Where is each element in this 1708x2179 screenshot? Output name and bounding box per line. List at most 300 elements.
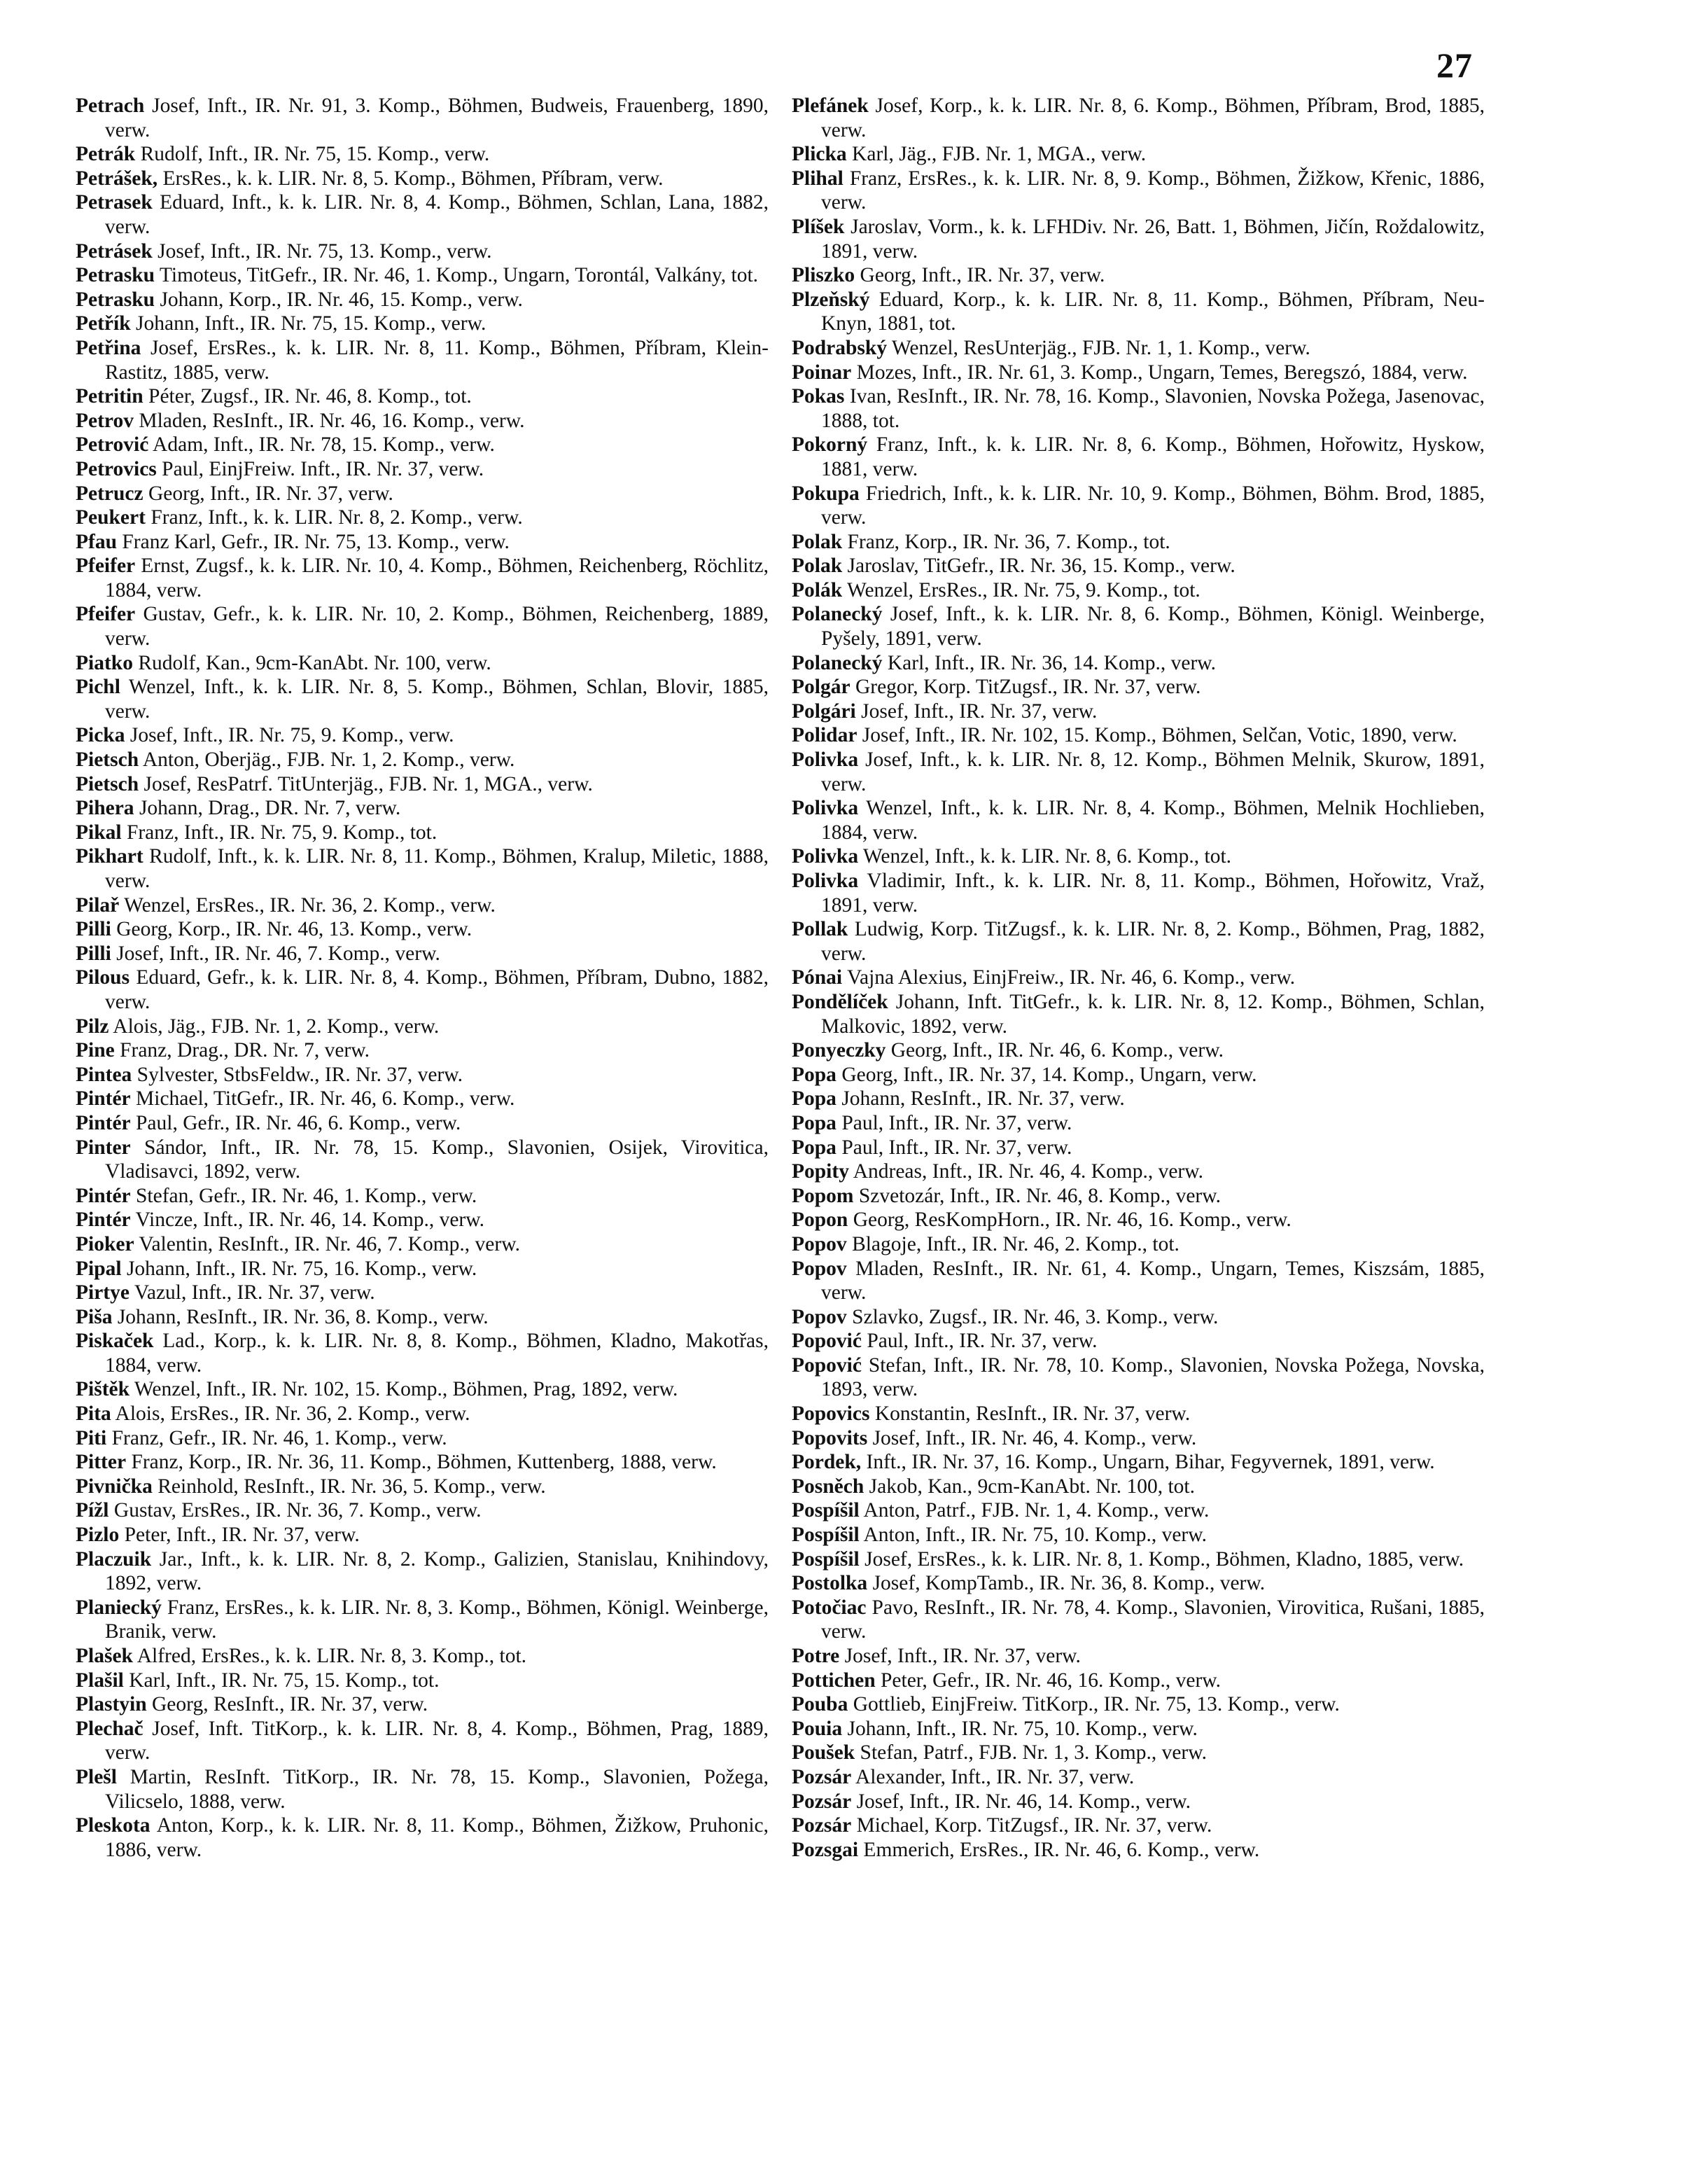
entry-details: Karl, Inft., IR. Nr. 36, 14. Komp., verw.: [887, 651, 1217, 674]
entry-surname: Petrovics: [76, 457, 157, 480]
list-entry: [792, 1160, 1485, 1184]
list-entry: [792, 167, 1485, 215]
entry-surname: Pónai: [792, 966, 843, 989]
list-entry: [792, 530, 1485, 555]
entry-details: Anton, Korp., k. k. LIR. Nr. 8, 11. Komp., Böhmen, Žižkow, Pruhonic, 1886, verw.: [105, 1814, 769, 1861]
entry-surname: Pitter: [76, 1451, 127, 1474]
entry-surname: Petrov: [76, 409, 134, 432]
entry-details: Georg, Inft., IR. Nr. 46, 6. Komp., verw.: [890, 1039, 1224, 1062]
entry-surname: Podrabský: [792, 336, 888, 359]
entry-surname: Pouba: [792, 1693, 848, 1716]
list-entry: [76, 384, 769, 409]
list-entry: [76, 482, 769, 506]
list-entry: [792, 966, 1485, 990]
entry-details: Paul, Inft., IR. Nr. 37, verw.: [867, 1330, 1098, 1353]
list-entry: [76, 312, 769, 336]
entry-surname: Popov: [792, 1257, 847, 1280]
list-entry: [792, 869, 1485, 917]
entry-details: Franz, ErsRes., k. k. LIR. Nr. 8, 3. Komp., Böhmen, Königl. Weinberge, Branik, verw.: [105, 1596, 769, 1643]
entry-surname: Pozsár: [792, 1765, 852, 1788]
list-entry: [792, 1353, 1485, 1402]
entry-surname: Popovics: [792, 1402, 870, 1426]
list-entry: [792, 433, 1485, 481]
list-entry: [792, 1717, 1485, 1741]
entry-surname: Pilz: [76, 1015, 109, 1038]
entry-surname: Polanecký: [792, 603, 883, 626]
entry-surname: Posněch: [792, 1475, 864, 1498]
entry-details: Adam, Inft., IR. Nr. 78, 15. Komp., verw.: [153, 433, 495, 457]
entry-details: Jaroslav, TitGefr., IR. Nr. 36, 15. Komp., verw.: [847, 555, 1236, 578]
entry-details: Anton, Patrf., FJB. Nr. 1, 4. Komp., verw.: [863, 1499, 1210, 1522]
entry-surname: Pilař: [76, 893, 120, 917]
entry-details: Josef, Inft., IR. Nr. 46, 7. Komp., verw.: [116, 942, 440, 965]
right-column: [792, 94, 1485, 1862]
entry-surname: Plicka: [792, 143, 847, 166]
entry-surname: Pintér: [76, 1111, 131, 1134]
entry-details: Reinhold, ResInft., IR. Nr. 36, 5. Komp., verw.: [158, 1475, 546, 1498]
list-entry: [792, 1184, 1485, 1209]
entry-details: Paul, Inft., IR. Nr. 37, verw.: [841, 1111, 1072, 1134]
entry-details: Ernst, Zugsf., k. k. LIR. Nr. 10, 4. Komp., Böhmen, Reichenberg, Röchlitz, 1884, verw.: [105, 555, 769, 601]
entry-details: Mladen, ResInft., IR. Nr. 46, 16. Komp., verw.: [139, 409, 525, 432]
list-entry: [76, 409, 769, 433]
entry-surname: Popovits: [792, 1426, 868, 1449]
entry-surname: Pollak: [792, 918, 848, 941]
list-entry: [76, 433, 769, 457]
entry-surname: Pietsch: [76, 749, 139, 772]
list-entry: [792, 1547, 1485, 1572]
entry-details: Josef, Inft. TitKorp., k. k. LIR. Nr. 8, 4. Komp., Böhmen, Prag, 1889, verw.: [105, 1717, 769, 1764]
list-entry: [792, 1111, 1485, 1136]
entry-details: Stefan, Gefr., IR. Nr. 46, 1. Komp., verw.: [136, 1184, 477, 1207]
entry-details: Paul, EinjFreiw. Inft., IR. Nr. 37, verw.: [162, 457, 484, 480]
entry-details: Rudolf, Kan., 9cm-KanAbt. Nr. 100, verw.: [138, 651, 491, 674]
entry-surname: Pipal: [76, 1257, 122, 1280]
entry-surname: Pilli: [76, 942, 111, 965]
entry-details: Johann, Korp., IR. Nr. 46, 15. Komp., verw.: [160, 288, 523, 311]
entry-details: Josef, KompTamb., IR. Nr. 36, 8. Komp., verw.: [872, 1572, 1266, 1595]
entry-surname: Poušek: [792, 1741, 855, 1764]
entry-surname: Popa: [792, 1111, 836, 1134]
entry-details: Josef, Inft., IR. Nr. 75, 9. Komp., verw.: [130, 724, 454, 747]
entry-surname: Plastyin: [76, 1693, 147, 1716]
entry-details: Gustav, Gefr., k. k. LIR. Nr. 10, 2. Komp., Böhmen, Reichenberg, 1889, verw.: [105, 603, 769, 650]
list-entry: [792, 1523, 1485, 1547]
entry-surname: Pokorný: [792, 433, 868, 457]
list-entry: [792, 1063, 1485, 1087]
entry-surname: Pospíšil: [792, 1547, 860, 1571]
list-entry: [792, 554, 1485, 578]
list-entry: [76, 142, 769, 167]
list-entry: [76, 190, 769, 239]
entry-details: Georg, Korp., IR. Nr. 46, 13. Komp., verw.: [116, 918, 472, 941]
list-entry: [76, 821, 769, 845]
entry-surname: Popović: [792, 1330, 862, 1353]
entry-details: Peter, Gefr., IR. Nr. 46, 16. Komp., verw.: [881, 1669, 1222, 1692]
list-entry: [76, 94, 769, 142]
list-entry: [76, 796, 769, 821]
entry-surname: Piša: [76, 1305, 113, 1328]
list-entry: [792, 1838, 1485, 1863]
entry-details: Gottlieb, EinjFreiw. TitKorp., IR. Nr. 75, 13. Komp., verw.: [853, 1693, 1340, 1716]
entry-details: Valentin, ResInft., IR. Nr. 46, 7. Komp., verw.: [139, 1232, 520, 1255]
entry-surname: Petřík: [76, 312, 131, 335]
entry-details: Rudolf, Inft., k. k. LIR. Nr. 8, 11. Komp., Böhmen, Kralup, Miletic, 1888, verw.: [105, 845, 769, 892]
entry-surname: Pfeifer: [76, 555, 136, 578]
entry-surname: Pížl: [76, 1499, 109, 1522]
entry-surname: Plašek: [76, 1645, 133, 1667]
entry-details: Josef, Inft., IR. Nr. 46, 14. Komp., verw.: [856, 1790, 1191, 1813]
entry-details: Michael, TitGefr., IR. Nr. 46, 6. Komp., verw.: [136, 1087, 515, 1111]
entry-details: Gregor, Korp. TitZugsf., IR. Nr. 37, verw.: [855, 676, 1201, 699]
entry-surname: Pioker: [76, 1232, 134, 1255]
list-entry: [76, 167, 769, 191]
entry-surname: Pouia: [792, 1717, 843, 1740]
list-entry: [792, 142, 1485, 167]
list-entry: [76, 1257, 769, 1281]
entry-details: Georg, ResInft., IR. Nr. 37, verw.: [152, 1693, 428, 1716]
list-entry: [76, 893, 769, 918]
entry-surname: Pfeifer: [76, 603, 136, 626]
list-entry: [792, 384, 1485, 433]
list-entry: [76, 1426, 769, 1451]
entry-details: Karl, Jäg., FJB. Nr. 1, MGA., verw.: [852, 143, 1147, 166]
entry-details: Rudolf, Inft., IR. Nr. 75, 15. Komp., verw.: [140, 143, 490, 166]
list-entry: [76, 1305, 769, 1330]
entry-details: Ivan, ResInft., IR. Nr. 78, 16. Komp., Slavonien, Novska Požega, Jasenovac, 1888, tot.: [821, 385, 1485, 432]
entry-surname: Polivka: [792, 749, 859, 772]
list-entry: [792, 361, 1485, 385]
list-entry: [76, 675, 769, 723]
list-entry: [76, 1232, 769, 1257]
entry-details: Alois, Jäg., FJB. Nr. 1, 2. Komp., verw.: [113, 1015, 440, 1038]
entry-details: Franz, Inft., k. k. LIR. Nr. 8, 6. Komp., Böhmen, Hořowitz, Hyskow, 1881, verw.: [821, 433, 1485, 480]
entry-details: Timoteus, TitGefr., IR. Nr. 46, 1. Komp., Ungarn, Torontál, Valkány, tot.: [159, 264, 759, 287]
entry-details: Josef, Inft., IR. Nr. 37, verw.: [844, 1645, 1081, 1667]
list-entry: [76, 844, 769, 893]
entry-details: Josef, Inft., k. k. LIR. Nr. 8, 6. Komp., Böhmen, Königl. Weinberge, Pyšely, 1891, verw.: [821, 603, 1485, 650]
entry-surname: Pietsch: [76, 772, 139, 795]
entry-details: Vajna Alexius, EinjFreiw., IR. Nr. 46, 6. Komp., verw.: [846, 966, 1296, 989]
list-entry: [76, 1450, 769, 1475]
entry-surname: Popov: [792, 1305, 847, 1328]
entry-details: Stefan, Inft., IR. Nr. 78, 10. Komp., Slavonien, Novska Požega, Novska, 1893, verw.: [821, 1353, 1485, 1401]
list-entry: [792, 1038, 1485, 1063]
list-entry: [792, 675, 1485, 699]
list-entry: [792, 263, 1485, 288]
list-entry: [76, 1329, 769, 1377]
entry-surname: Polgári: [792, 699, 856, 723]
entry-surname: Popom: [792, 1184, 854, 1207]
entry-surname: Pospíšil: [792, 1524, 860, 1547]
list-entry: [792, 1765, 1485, 1790]
entry-details: Georg, ResKompHorn., IR. Nr. 46, 16. Komp., verw.: [853, 1209, 1292, 1232]
entry-details: Josef, ErsRes., k. k. LIR. Nr. 8, 11. Komp., Böhmen, Příbram, Klein-Rastitz, 1885, verw.: [105, 336, 769, 384]
entry-details: Ludwig, Korp. TitZugsf., k. k. LIR. Nr. 8, 2. Komp., Böhmen, Prag, 1882, verw.: [821, 918, 1485, 965]
entry-details: Vincze, Inft., IR. Nr. 46, 14. Komp., verw.: [135, 1209, 485, 1232]
entry-surname: Petřina: [76, 336, 141, 359]
list-entry: [792, 1136, 1485, 1160]
entry-surname: Polak: [792, 555, 843, 578]
entry-details: Johann, Inft., IR. Nr. 75, 10. Komp., verw.: [847, 1717, 1198, 1740]
list-entry: [792, 699, 1485, 724]
entry-details: Franz, Inft., IR. Nr. 75, 9. Komp., tot.: [126, 821, 438, 844]
entry-surname: Petritin: [76, 385, 144, 408]
entry-surname: Piskaček: [76, 1330, 154, 1353]
entry-surname: Postolka: [792, 1572, 868, 1595]
entry-surname: Potočiac: [792, 1596, 867, 1619]
entry-surname: Pištěk: [76, 1378, 130, 1401]
entry-details: Jakob, Kan., 9cm-KanAbt. Nr. 100, tot.: [869, 1475, 1195, 1498]
list-entry: [76, 1498, 769, 1523]
entry-surname: Pita: [76, 1402, 111, 1426]
list-entry: [76, 1208, 769, 1232]
entry-surname: Ponyeczky: [792, 1039, 886, 1062]
list-entry: [792, 1257, 1485, 1305]
list-entry: [792, 917, 1485, 966]
entry-details: Johann, ResInft., IR. Nr. 37, verw.: [841, 1087, 1125, 1111]
list-entry: [792, 990, 1485, 1038]
list-entry: [76, 1087, 769, 1111]
entry-details: Josef, Inft., k. k. LIR. Nr. 8, 12. Komp., Böhmen Melnik, Skurow, 1891, verw.: [821, 749, 1485, 795]
list-entry: [76, 1281, 769, 1305]
entry-surname: Petrasek: [76, 191, 153, 214]
entry-details: Georg, Inft., IR. Nr. 37, verw.: [148, 482, 393, 505]
entry-surname: Pokupa: [792, 482, 860, 505]
entry-surname: Pottichen: [792, 1669, 876, 1692]
entry-surname: Planiecký: [76, 1596, 162, 1619]
entry-surname: Placzuik: [76, 1547, 152, 1571]
list-entry: [76, 748, 769, 772]
list-entry: [792, 844, 1485, 869]
list-entry: [76, 1475, 769, 1499]
entry-details: Pavo, ResInft., IR. Nr. 78, 4. Komp., Slavonien, Virovitica, Rušani, 1885, verw.: [821, 1596, 1485, 1643]
entry-surname: Petrović: [76, 433, 149, 457]
entry-details: Wenzel, Inft., k. k. LIR. Nr. 8, 5. Komp., Böhmen, Schlan, Blovir, 1885, verw.: [105, 676, 769, 723]
list-entry: [76, 917, 769, 942]
entry-details: Franz, Korp., IR. Nr. 36, 7. Komp., tot.: [847, 530, 1170, 553]
entry-details: Alexander, Inft., IR. Nr. 37, verw.: [855, 1765, 1135, 1788]
entry-surname: Pozsár: [792, 1790, 852, 1813]
entry-details: Wenzel, Inft., IR. Nr. 102, 15. Komp., Böhmen, Prag, 1892, verw.: [134, 1378, 678, 1401]
entry-details: Johann, ResInft., IR. Nr. 36, 8. Komp., verw.: [117, 1305, 489, 1328]
entry-surname: Popa: [792, 1136, 836, 1159]
list-entry: [76, 530, 769, 555]
entry-details: Martin, ResInft. TitKorp., IR. Nr. 78, 15. Komp., Slavonien, Požega, Vilicselo, 1888, verw.: [105, 1765, 769, 1813]
list-entry: [76, 1377, 769, 1402]
entry-details: Eduard, Korp., k. k. LIR. Nr. 8, 11. Komp., Böhmen, Příbram, Neu-Knyn, 1881, tot.: [821, 288, 1485, 335]
list-entry: [76, 1644, 769, 1669]
entry-details: Mladen, ResInft., IR. Nr. 61, 4. Komp., Ungarn, Temes, Kiszsám, 1885, verw.: [821, 1257, 1485, 1304]
entry-surname: Popa: [792, 1087, 836, 1111]
list-entry: [792, 1426, 1485, 1451]
list-entry: [792, 1232, 1485, 1257]
entry-surname: Popity: [792, 1160, 849, 1183]
entry-surname: Petrášek,: [76, 167, 158, 190]
list-entry: [76, 1038, 769, 1063]
entry-details: Alfred, ErsRes., k. k. LIR. Nr. 8, 3. Komp., tot.: [136, 1645, 527, 1667]
entry-details: Johann, Drag., DR. Nr. 7, verw.: [139, 797, 401, 820]
entry-details: Franz, Korp., IR. Nr. 36, 11. Komp., Böhmen, Kuttenberg, 1888, verw.: [131, 1451, 717, 1474]
list-entry: [76, 288, 769, 312]
entry-surname: Pondělíček: [792, 990, 888, 1013]
entry-surname: Pinter: [76, 1136, 131, 1159]
entry-surname: Pozsár: [792, 1814, 852, 1837]
entry-surname: Petrach: [76, 95, 145, 117]
entry-details: Vladimir, Inft., k. k. LIR. Nr. 8, 11. Komp., Böhmen, Hořowitz, Vraž, 1891, verw.: [821, 870, 1485, 917]
list-entry: [792, 1450, 1485, 1475]
list-entry: [792, 1644, 1485, 1669]
entry-details: Andreas, Inft., IR. Nr. 46, 4. Komp., verw.: [853, 1160, 1204, 1183]
entry-surname: Pivnička: [76, 1475, 153, 1498]
list-entry: [792, 1329, 1485, 1353]
entry-details: Peter, Inft., IR. Nr. 37, verw.: [124, 1524, 360, 1547]
entry-surname: Plzeňský: [792, 288, 870, 311]
entry-details: Franz, ErsRes., k. k. LIR. Nr. 8, 9. Komp., Böhmen, Žižkow, Křenic, 1886, verw.: [821, 167, 1485, 214]
entry-surname: Piti: [76, 1426, 107, 1449]
entry-details: Eduard, Gefr., k. k. LIR. Nr. 8, 4. Komp., Böhmen, Příbram, Dubno, 1882, verw.: [105, 966, 769, 1013]
list-entry: [792, 1741, 1485, 1765]
list-entry: [76, 506, 769, 530]
list-entry: [76, 1765, 769, 1813]
entry-details: Paul, Inft., IR. Nr. 37, verw.: [841, 1136, 1072, 1159]
entry-details: Emmerich, ErsRes., IR. Nr. 46, 6. Komp., verw.: [863, 1838, 1260, 1861]
entry-details: Wenzel, ErsRes., IR. Nr. 75, 9. Komp., tot.: [846, 578, 1200, 601]
list-entry: [76, 1015, 769, 1039]
list-entry: [792, 602, 1485, 650]
list-entry: [792, 723, 1485, 748]
entry-details: Anton, Inft., IR. Nr. 75, 10. Komp., verw.: [863, 1524, 1208, 1547]
list-entry: [76, 1669, 769, 1693]
entry-surname: Plechač: [76, 1717, 144, 1740]
entry-details: Johann, Inft., IR. Nr. 75, 15. Komp., verw.: [136, 312, 486, 335]
entry-surname: Polivka: [792, 845, 859, 868]
entry-details: Szvetozár, Inft., IR. Nr. 46, 8. Komp., verw.: [858, 1184, 1222, 1207]
list-entry: [792, 336, 1485, 361]
entry-details: Wenzel, Inft., k. k. LIR. Nr. 8, 4. Komp., Böhmen, Melnik Hochlieben, 1884, verw.: [821, 797, 1485, 844]
entry-details: Wenzel, ErsRes., IR. Nr. 36, 2. Komp., verw.: [124, 893, 496, 917]
entry-details: Anton, Oberjäg., FJB. Nr. 1, 2. Komp., verw.: [142, 749, 515, 772]
list-entry: [792, 1087, 1485, 1111]
entry-surname: Petrák: [76, 143, 136, 166]
entry-details: Paul, Gefr., IR. Nr. 46, 6. Komp., verw.: [136, 1111, 461, 1134]
list-entry: [76, 602, 769, 650]
entry-details: Josef, Inft., IR. Nr. 75, 13. Komp., verw.: [158, 239, 492, 263]
list-entry: [76, 1547, 769, 1596]
entry-details: Stefan, Patrf., FJB. Nr. 1, 3. Komp., verw.: [860, 1741, 1207, 1764]
list-entry: [792, 1208, 1485, 1232]
entry-details: Karl, Inft., IR. Nr. 75, 15. Komp., tot.: [129, 1669, 440, 1692]
entry-details: Lad., Korp., k. k. LIR. Nr. 8, 8. Komp., Böhmen, Kladno, Makotřas, 1884, verw.: [105, 1330, 769, 1377]
entry-surname: Peukert: [76, 506, 146, 529]
entry-surname: Popović: [792, 1353, 862, 1377]
list-entry: [76, 1596, 769, 1644]
entry-surname: Pintér: [76, 1209, 131, 1232]
list-entry: [76, 1402, 769, 1426]
list-entry: [792, 1402, 1485, 1426]
entry-surname: Popa: [792, 1063, 836, 1086]
entry-surname: Polgár: [792, 676, 850, 699]
entry-details: Szlavko, Zugsf., IR. Nr. 46, 3. Komp., verw.: [852, 1305, 1219, 1328]
entry-details: ErsRes., k. k. LIR. Nr. 8, 5. Komp., Böhmen, Příbram, verw.: [162, 167, 664, 190]
list-entry: [792, 1669, 1485, 1693]
list-entry: [792, 1596, 1485, 1644]
entry-details: Josef, Inft., IR. Nr. 37, verw.: [861, 699, 1098, 723]
page-number: 27: [1436, 46, 1473, 85]
list-entry: [76, 1692, 769, 1717]
entry-surname: Pine: [76, 1039, 115, 1062]
list-entry: [76, 651, 769, 676]
list-entry: [76, 336, 769, 384]
entry-surname: Pilous: [76, 966, 130, 989]
entry-surname: Poinar: [792, 361, 852, 384]
list-entry: [792, 1813, 1485, 1838]
list-entry: [76, 1111, 769, 1136]
list-entry: [76, 966, 769, 1014]
entry-details: Josef, ErsRes., k. k. LIR. Nr. 8, 1. Komp., Böhmen, Kladno, 1885, verw.: [864, 1547, 1464, 1571]
entry-details: Alois, ErsRes., IR. Nr. 36, 2. Komp., verw.: [115, 1402, 470, 1426]
entry-surname: Popov: [792, 1232, 847, 1255]
list-entry: [792, 215, 1485, 263]
entry-details: Franz, Gefr., IR. Nr. 46, 1. Komp., verw.: [111, 1426, 447, 1449]
list-entry: [76, 1136, 769, 1184]
list-entry: [76, 1184, 769, 1209]
list-entry: [76, 263, 769, 288]
entry-details: Josef, Inft., IR. Nr. 91, 3. Komp., Böhmen, Budweis, Frauenberg, 1890, verw.: [105, 95, 769, 141]
entry-details: Josef, ResPatrf. TitUnterjäg., FJB. Nr. 1, MGA., verw.: [144, 772, 593, 795]
list-entry: [792, 482, 1485, 530]
list-entry: [792, 94, 1485, 142]
entry-details: Franz, Inft., k. k. LIR. Nr. 8, 2. Komp., verw.: [150, 506, 523, 529]
list-entry: [76, 772, 769, 797]
entry-surname: Piatko: [76, 651, 133, 674]
entry-details: Jaroslav, Vorm., k. k. LFHDiv. Nr. 26, Batt. 1, Böhmen, Jičín, Roždalowitz, 1891, verw.: [821, 215, 1485, 263]
entry-surname: Potre: [792, 1645, 840, 1667]
entry-details: Wenzel, ResUnterjäg., FJB. Nr. 1, 1. Komp., verw.: [891, 336, 1310, 359]
entry-surname: Pintér: [76, 1184, 131, 1207]
entry-surname: Pirtye: [76, 1281, 130, 1304]
entry-surname: Petrásek: [76, 239, 153, 263]
list-entry: [792, 1475, 1485, 1499]
entry-details: Josef, Korp., k. k. LIR. Nr. 8, 6. Komp., Böhmen, Příbram, Brod, 1885, verw.: [821, 95, 1485, 141]
entry-details: Inft., IR. Nr. 37, 16. Komp., Ungarn, Bihar, Fegyvernek, 1891, verw.: [866, 1451, 1435, 1474]
list-entry: [792, 1692, 1485, 1717]
list-entry: [792, 1305, 1485, 1330]
entry-details: Johann, Inft. TitGefr., k. k. LIR. Nr. 8, 12. Komp., Böhmen, Schlan, Malkovic, 1892, verw.: [821, 990, 1485, 1038]
entry-details: Sylvester, StbsFeldw., IR. Nr. 37, verw.: [136, 1063, 463, 1086]
entry-details: Eduard, Inft., k. k. LIR. Nr. 8, 4. Komp., Böhmen, Schlan, Lana, 1882, verw.: [105, 191, 769, 238]
list-entry: [76, 554, 769, 602]
entry-details: Sándor, Inft., IR. Nr. 78, 15. Komp., Slavonien, Osijek, Virovitica, Vladisavci, 1892, verw.: [105, 1136, 769, 1183]
entry-surname: Polivka: [792, 870, 859, 892]
list-entry: [76, 457, 769, 482]
list-entry: [76, 1813, 769, 1862]
entry-surname: Pizlo: [76, 1524, 120, 1547]
entry-surname: Popon: [792, 1209, 848, 1232]
entry-surname: Plihal: [792, 167, 844, 190]
entry-surname: Plešl: [76, 1765, 117, 1788]
list-entry: [76, 723, 769, 748]
list-entry: [76, 942, 769, 966]
entry-surname: Picka: [76, 724, 125, 747]
entry-details: Jar., Inft., k. k. LIR. Nr. 8, 2. Komp., Galizien, Stanislau, Knihindovy, 1892, verw.: [105, 1547, 769, 1595]
entry-details: Franz, Drag., DR. Nr. 7, verw.: [120, 1039, 370, 1062]
list-entry: [76, 239, 769, 264]
entry-details: Blagoje, Inft., IR. Nr. 46, 2. Komp., tot.: [852, 1232, 1180, 1255]
entry-surname: Polivka: [792, 797, 859, 820]
entry-details: Josef, Inft., IR. Nr. 102, 15. Komp., Böhmen, Selčan, Votic, 1890, verw.: [862, 724, 1457, 747]
list-entry: [76, 1717, 769, 1765]
